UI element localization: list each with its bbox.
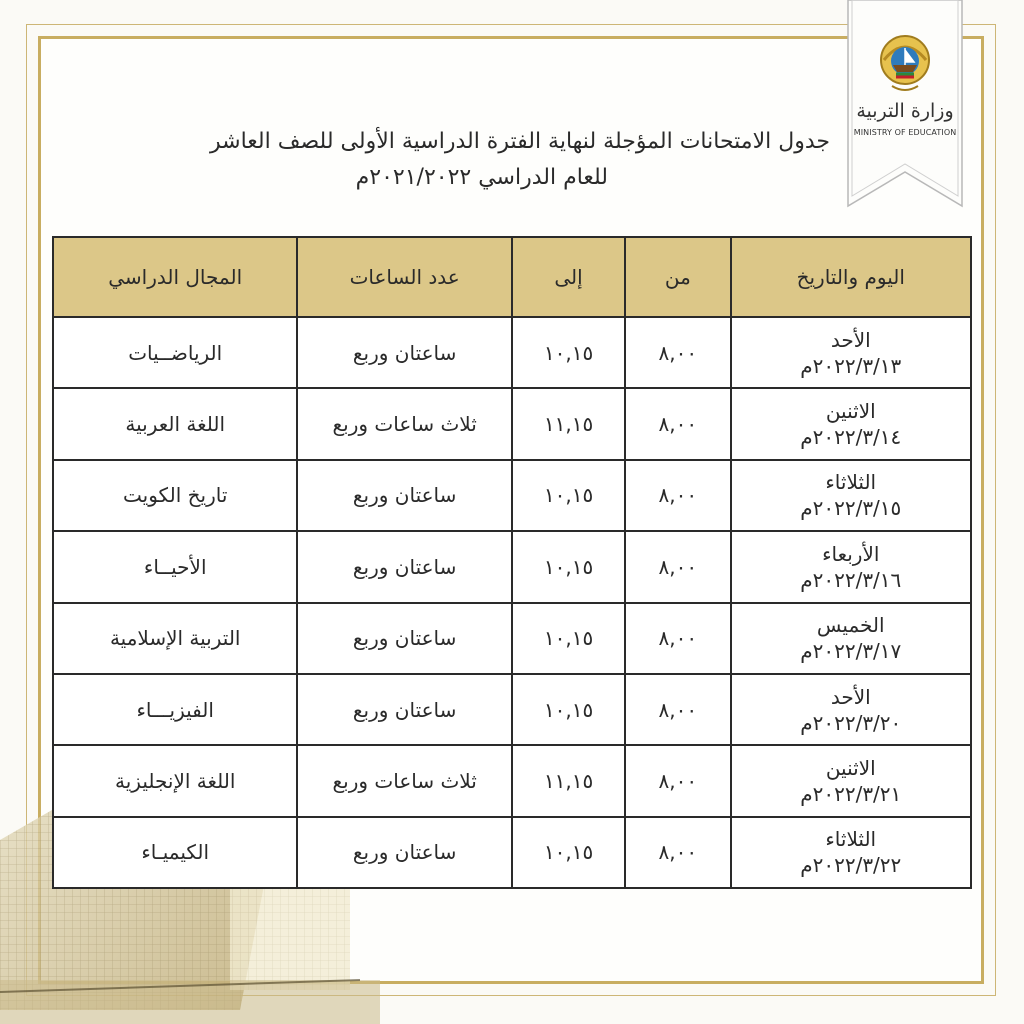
- day-name: الخميس: [816, 613, 885, 638]
- cell-day-date: [731, 317, 972, 388]
- cell-subject: اللغة الإنجليزية: [53, 745, 297, 816]
- cell-subject: تاريخ الكويت: [53, 460, 297, 531]
- table-row: [53, 317, 971, 388]
- day-date: ٢٠٢٢/٣/١٦م: [800, 567, 902, 592]
- table-row: [53, 603, 971, 674]
- cell-subject: التربية الإسلامية: [53, 603, 297, 674]
- cell-to: ١٠,١٥: [512, 817, 625, 888]
- cell-day-date: [731, 531, 972, 602]
- cell-from: ٨,٠٠: [625, 317, 730, 388]
- cell-from: ٨,٠٠: [625, 531, 730, 602]
- cell-subject: اللغة العربية: [53, 388, 297, 459]
- cell-subject: الكيميـاء: [53, 817, 297, 888]
- table-row: [53, 460, 971, 531]
- day-date: ٢٠٢٢/٣/٢٠م: [800, 710, 902, 735]
- day-name: الاثنين: [825, 755, 876, 780]
- cell-from: ٨,٠٠: [625, 745, 730, 816]
- ministry-name-arabic: وزارة التربية: [856, 100, 954, 122]
- header-to: إلى: [512, 237, 625, 317]
- ministry-name-english: MINISTRY OF EDUCATION: [853, 128, 957, 137]
- cell-day-date: [731, 603, 972, 674]
- cell-day-date: [731, 817, 972, 888]
- cell-hours: ساعتان وربع: [297, 317, 511, 388]
- day-name: الأحد: [830, 327, 871, 352]
- day-date: ٢٠٢٢/٣/٢٢م: [800, 853, 902, 878]
- table-row: [53, 817, 971, 888]
- cell-to: ١١,١٥: [512, 745, 625, 816]
- table-header-row: [53, 237, 971, 317]
- table-row: [53, 674, 971, 745]
- page-title: [70, 124, 830, 196]
- cell-day-date: [731, 674, 972, 745]
- cell-hours: ساعتان وربع: [297, 817, 511, 888]
- day-name: الأربعاء: [822, 541, 880, 566]
- day-name: الثلاثاء: [825, 827, 877, 852]
- day-name: الاثنين: [825, 399, 876, 424]
- header-hours: عدد الساعات: [297, 237, 511, 317]
- table-row: [53, 745, 971, 816]
- table-row: [53, 531, 971, 602]
- cell-hours: ساعتان وربع: [297, 603, 511, 674]
- cell-to: ١٠,١٥: [512, 603, 625, 674]
- cell-hours: ساعتان وربع: [297, 460, 511, 531]
- cell-to: ١١,١٥: [512, 388, 625, 459]
- day-date: ٢٠٢٢/٣/١٥م: [800, 496, 902, 521]
- cell-from: ٨,٠٠: [625, 603, 730, 674]
- cell-hours: ثلاث ساعات وربع: [297, 388, 511, 459]
- day-date: ٢٠٢٢/٣/٢١م: [800, 781, 902, 806]
- cell-hours: ثلاث ساعات وربع: [297, 745, 511, 816]
- day-name: الثلاثاء: [825, 470, 877, 495]
- cell-to: ١٠,١٥: [512, 460, 625, 531]
- cell-to: ١٠,١٥: [512, 317, 625, 388]
- cell-hours: ساعتان وربع: [297, 531, 511, 602]
- cell-from: ٨,٠٠: [625, 817, 730, 888]
- exam-schedule-table: [52, 236, 972, 889]
- cell-subject: الأحيــاء: [53, 531, 297, 602]
- cell-from: ٨,٠٠: [625, 674, 730, 745]
- day-name: الأحد: [830, 684, 871, 709]
- cell-hours: ساعتان وربع: [297, 674, 511, 745]
- header-subject: المجال الدراسي: [53, 237, 297, 317]
- day-date: ٢٠٢٢/٣/١٧م: [800, 639, 902, 664]
- table-row: [53, 388, 971, 459]
- cell-from: ٨,٠٠: [625, 388, 730, 459]
- kuwait-emblem-icon: [874, 30, 936, 96]
- cell-subject: الرياضــيات: [53, 317, 297, 388]
- header-from: من: [625, 237, 730, 317]
- cell-day-date: [731, 745, 972, 816]
- cell-to: ١٠,١٥: [512, 531, 625, 602]
- day-date: ٢٠٢٢/٣/١٤م: [800, 425, 902, 450]
- header-day-date: اليوم والتاريخ: [731, 237, 972, 317]
- title-line-1: جدول الامتحانات المؤجلة لنهاية الفترة الدراسية الأولى للصف العاشر: [210, 129, 830, 154]
- cell-from: ٨,٠٠: [625, 460, 730, 531]
- day-date: ٢٠٢٢/٣/١٣م: [800, 353, 902, 378]
- title-line-2: للعام الدراسي ٢٠٢١/٢٠٢٢م: [355, 165, 608, 190]
- cell-subject: الفيزيـــاء: [53, 674, 297, 745]
- cell-day-date: [731, 460, 972, 531]
- cell-to: ١٠,١٥: [512, 674, 625, 745]
- cell-day-date: [731, 388, 972, 459]
